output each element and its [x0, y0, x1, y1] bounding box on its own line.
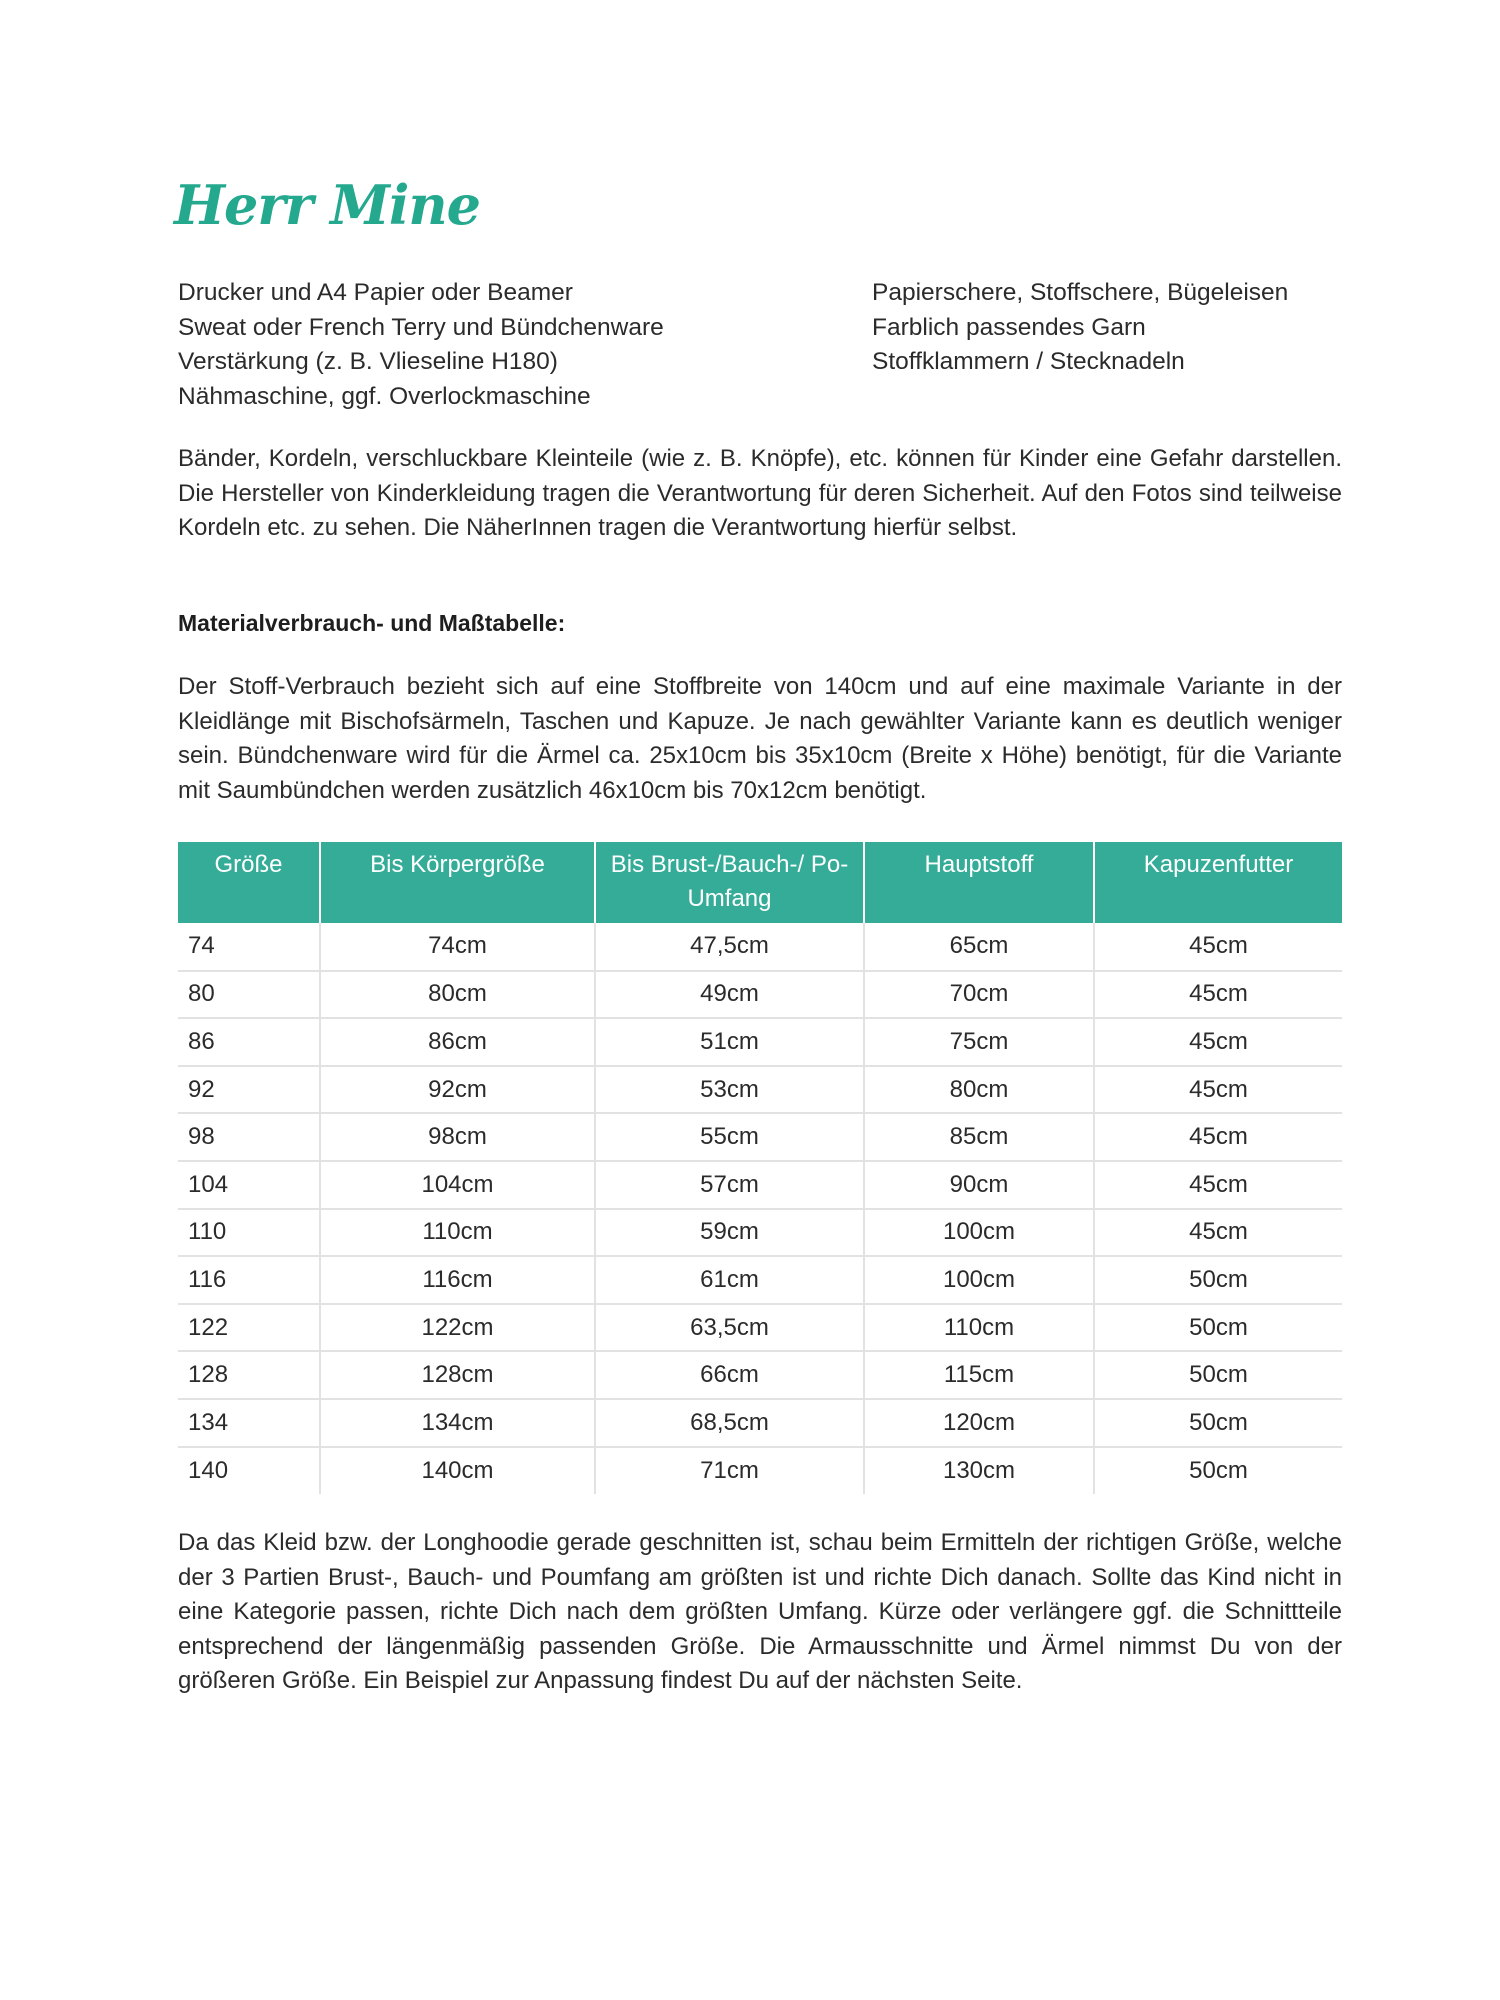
table-row — [178, 1447, 1342, 1495]
table-row — [178, 1018, 1342, 1066]
cell-size: 74 — [178, 923, 320, 971]
section-heading: Materialverbrauch- und Maßtabelle: — [178, 610, 566, 636]
header-circumference: Bis Brust-/Bauch-/ Po-Umfang — [595, 842, 864, 923]
cell-size: 86 — [178, 1018, 320, 1066]
table-row — [178, 1351, 1342, 1399]
cell-body-height: 80cm — [320, 971, 595, 1019]
cell-hood-lining: 45cm — [1094, 1113, 1342, 1161]
header-body-height: Bis Körpergröße — [320, 842, 595, 923]
material-item: Drucker und A4 Papier oder Beamer — [178, 279, 573, 306]
cell-main-fabric: 75cm — [864, 1018, 1094, 1066]
cell-size: 116 — [178, 1256, 320, 1304]
cell-circumference: 63,5cm — [595, 1304, 864, 1352]
table-row — [178, 1304, 1342, 1352]
cell-size: 134 — [178, 1399, 320, 1447]
cell-body-height: 122cm — [320, 1304, 595, 1352]
cell-hood-lining: 45cm — [1094, 1066, 1342, 1114]
cell-size: 128 — [178, 1351, 320, 1399]
cell-body-height: 110cm — [320, 1209, 595, 1257]
cell-main-fabric: 100cm — [864, 1256, 1094, 1304]
cell-main-fabric: 130cm — [864, 1447, 1094, 1495]
cell-hood-lining: 50cm — [1094, 1399, 1342, 1447]
cell-body-height: 116cm — [320, 1256, 595, 1304]
header-hood-lining: Kapuzenfutter — [1094, 842, 1342, 923]
cell-size: 110 — [178, 1209, 320, 1257]
cell-hood-lining: 50cm — [1189, 1456, 1248, 1484]
cell-size: 98 — [178, 1113, 320, 1161]
cell-circumference: 49cm — [595, 971, 864, 1019]
table-row — [178, 1161, 1342, 1209]
cell-circumference: 61cm — [595, 1256, 864, 1304]
table-row — [178, 923, 1342, 971]
table-header-row — [178, 842, 1342, 923]
cell-main-fabric: 85cm — [864, 1113, 1094, 1161]
cell-body-height: 98cm — [320, 1113, 595, 1161]
cell-circumference: 51cm — [595, 1018, 864, 1066]
cell-hood-lining: 45cm — [1094, 923, 1342, 971]
sizing-note: Da das Kleid bzw. der Longhoodie gerade geschnitten ist, schau beim Ermitteln der richtigen Größe, welche der 3 Partien Brust-, Bauch- und Poumfang am größten ist und richte Dich danach. Sollte das Kind nicht in eine Kategorie passen, richte Dich nach dem größten Umfang. Kürze oder verlängere ggf. die Schnittteile entsprechend der längenmäßig passenden Größe. Die Armausschnitte und Ärmel nimmst Du von der größeren Größe. Ein Beispiel zur Anpassung findest Du auf der nächsten Seite. — [178, 1529, 1342, 1694]
cell-size: 104 — [178, 1161, 320, 1209]
cell-hood-lining: 50cm — [1094, 1351, 1342, 1399]
cell-circumference: 47,5cm — [595, 923, 864, 971]
header-size: Größe — [178, 842, 320, 923]
cell-hood-lining: 45cm — [1094, 971, 1342, 1019]
cell-main-fabric: 70cm — [864, 971, 1094, 1019]
cell-circumference: 71cm — [595, 1447, 864, 1495]
cell-hood-lining: 50cm — [1094, 1256, 1342, 1304]
cell-circumference: 59cm — [595, 1209, 864, 1257]
materials-column-right — [872, 276, 1346, 414]
cell-main-fabric: 120cm — [864, 1399, 1094, 1447]
cell-hood-lining: 45cm — [1094, 1018, 1342, 1066]
material-item: Stoffklammern / Stecknadeln — [872, 348, 1185, 375]
table-row — [178, 1113, 1342, 1161]
cell-main-fabric: 110cm — [864, 1304, 1094, 1352]
cell-circumference: 66cm — [595, 1351, 864, 1399]
cell-main-fabric: 100cm — [864, 1209, 1094, 1257]
cell-size: 80 — [178, 971, 320, 1019]
cell-body-height: 140cm — [320, 1447, 595, 1495]
size-table — [178, 842, 1342, 1494]
cell-main-fabric: 80cm — [864, 1066, 1094, 1114]
material-item: Sweat oder French Terry und Bündchenware — [178, 313, 664, 341]
table-row — [178, 1399, 1342, 1447]
materials-column-left — [178, 276, 872, 414]
cell-circumference: 53cm — [595, 1066, 864, 1114]
cell-circumference: 68,5cm — [595, 1399, 864, 1447]
table-row — [178, 1066, 1342, 1114]
brand-logo: Herr Mine — [174, 173, 480, 237]
material-item: Verstärkung (z. B. Vlieseline H180) — [178, 348, 558, 375]
header-main-fabric: Hauptstoff — [864, 842, 1094, 923]
cell-body-height: 86cm — [320, 1018, 595, 1066]
cell-body-height: 74cm — [320, 923, 595, 971]
cell-body-height: 134cm — [320, 1399, 595, 1447]
safety-warning: Bänder, Kordeln, verschluckbare Kleinteile (wie z. B. Knöpfe), etc. können für Kinder eine Gefahr darstellen. Die Hersteller von Kinderkleidung tragen die Verantwortung für deren Sicherheit. Auf den Fotos sind teilweise Kordeln etc. zu sehen. Die NäherInnen tragen die Verantwortung hierfür selbst. — [178, 445, 1342, 541]
materials-list — [178, 276, 1346, 414]
cell-main-fabric: 90cm — [864, 1161, 1094, 1209]
table-row — [178, 1209, 1342, 1257]
cell-size: 92 — [178, 1066, 320, 1114]
cell-main-fabric: 115cm — [864, 1351, 1094, 1399]
material-item: Nähmaschine, ggf. Overlockmaschine — [178, 382, 591, 410]
table-row — [178, 971, 1342, 1019]
cell-body-height: 104cm — [320, 1161, 595, 1209]
cell-main-fabric: 65cm — [864, 923, 1094, 971]
material-item: Papierschere, Stoffschere, Bügeleisen — [872, 279, 1289, 306]
cell-circumference: 55cm — [595, 1113, 864, 1161]
table-row — [178, 1256, 1342, 1304]
cell-hood-lining: 50cm — [1094, 1304, 1342, 1352]
cell-body-height: 92cm — [320, 1066, 595, 1114]
cell-body-height: 128cm — [320, 1351, 595, 1399]
material-item: Farblich passendes Garn — [872, 313, 1146, 341]
size-table-body — [178, 923, 1342, 1494]
cell-size: 122 — [178, 1304, 320, 1352]
cell-hood-lining: 45cm — [1094, 1209, 1342, 1257]
cell-circumference: 57cm — [595, 1161, 864, 1209]
cell-hood-lining: 45cm — [1094, 1161, 1342, 1209]
fabric-usage-text: Der Stoff-Verbrauch bezieht sich auf eine Stoffbreite von 140cm und auf eine maximale Variante in der Kleidlänge mit Bischofsärmeln, Taschen und Kapuze. Je nach gewählter Variante kann es deutlich weniger sein. Bündchenware wird für die Ärmel ca. 25x10cm bis 35x10cm (Breite x Höhe) benötigt, für die Variante mit Saumbündchen werden zusätzlich 46x10cm bis 70x12cm benötigt. — [178, 673, 1342, 804]
cell-size: 140 — [178, 1447, 320, 1495]
